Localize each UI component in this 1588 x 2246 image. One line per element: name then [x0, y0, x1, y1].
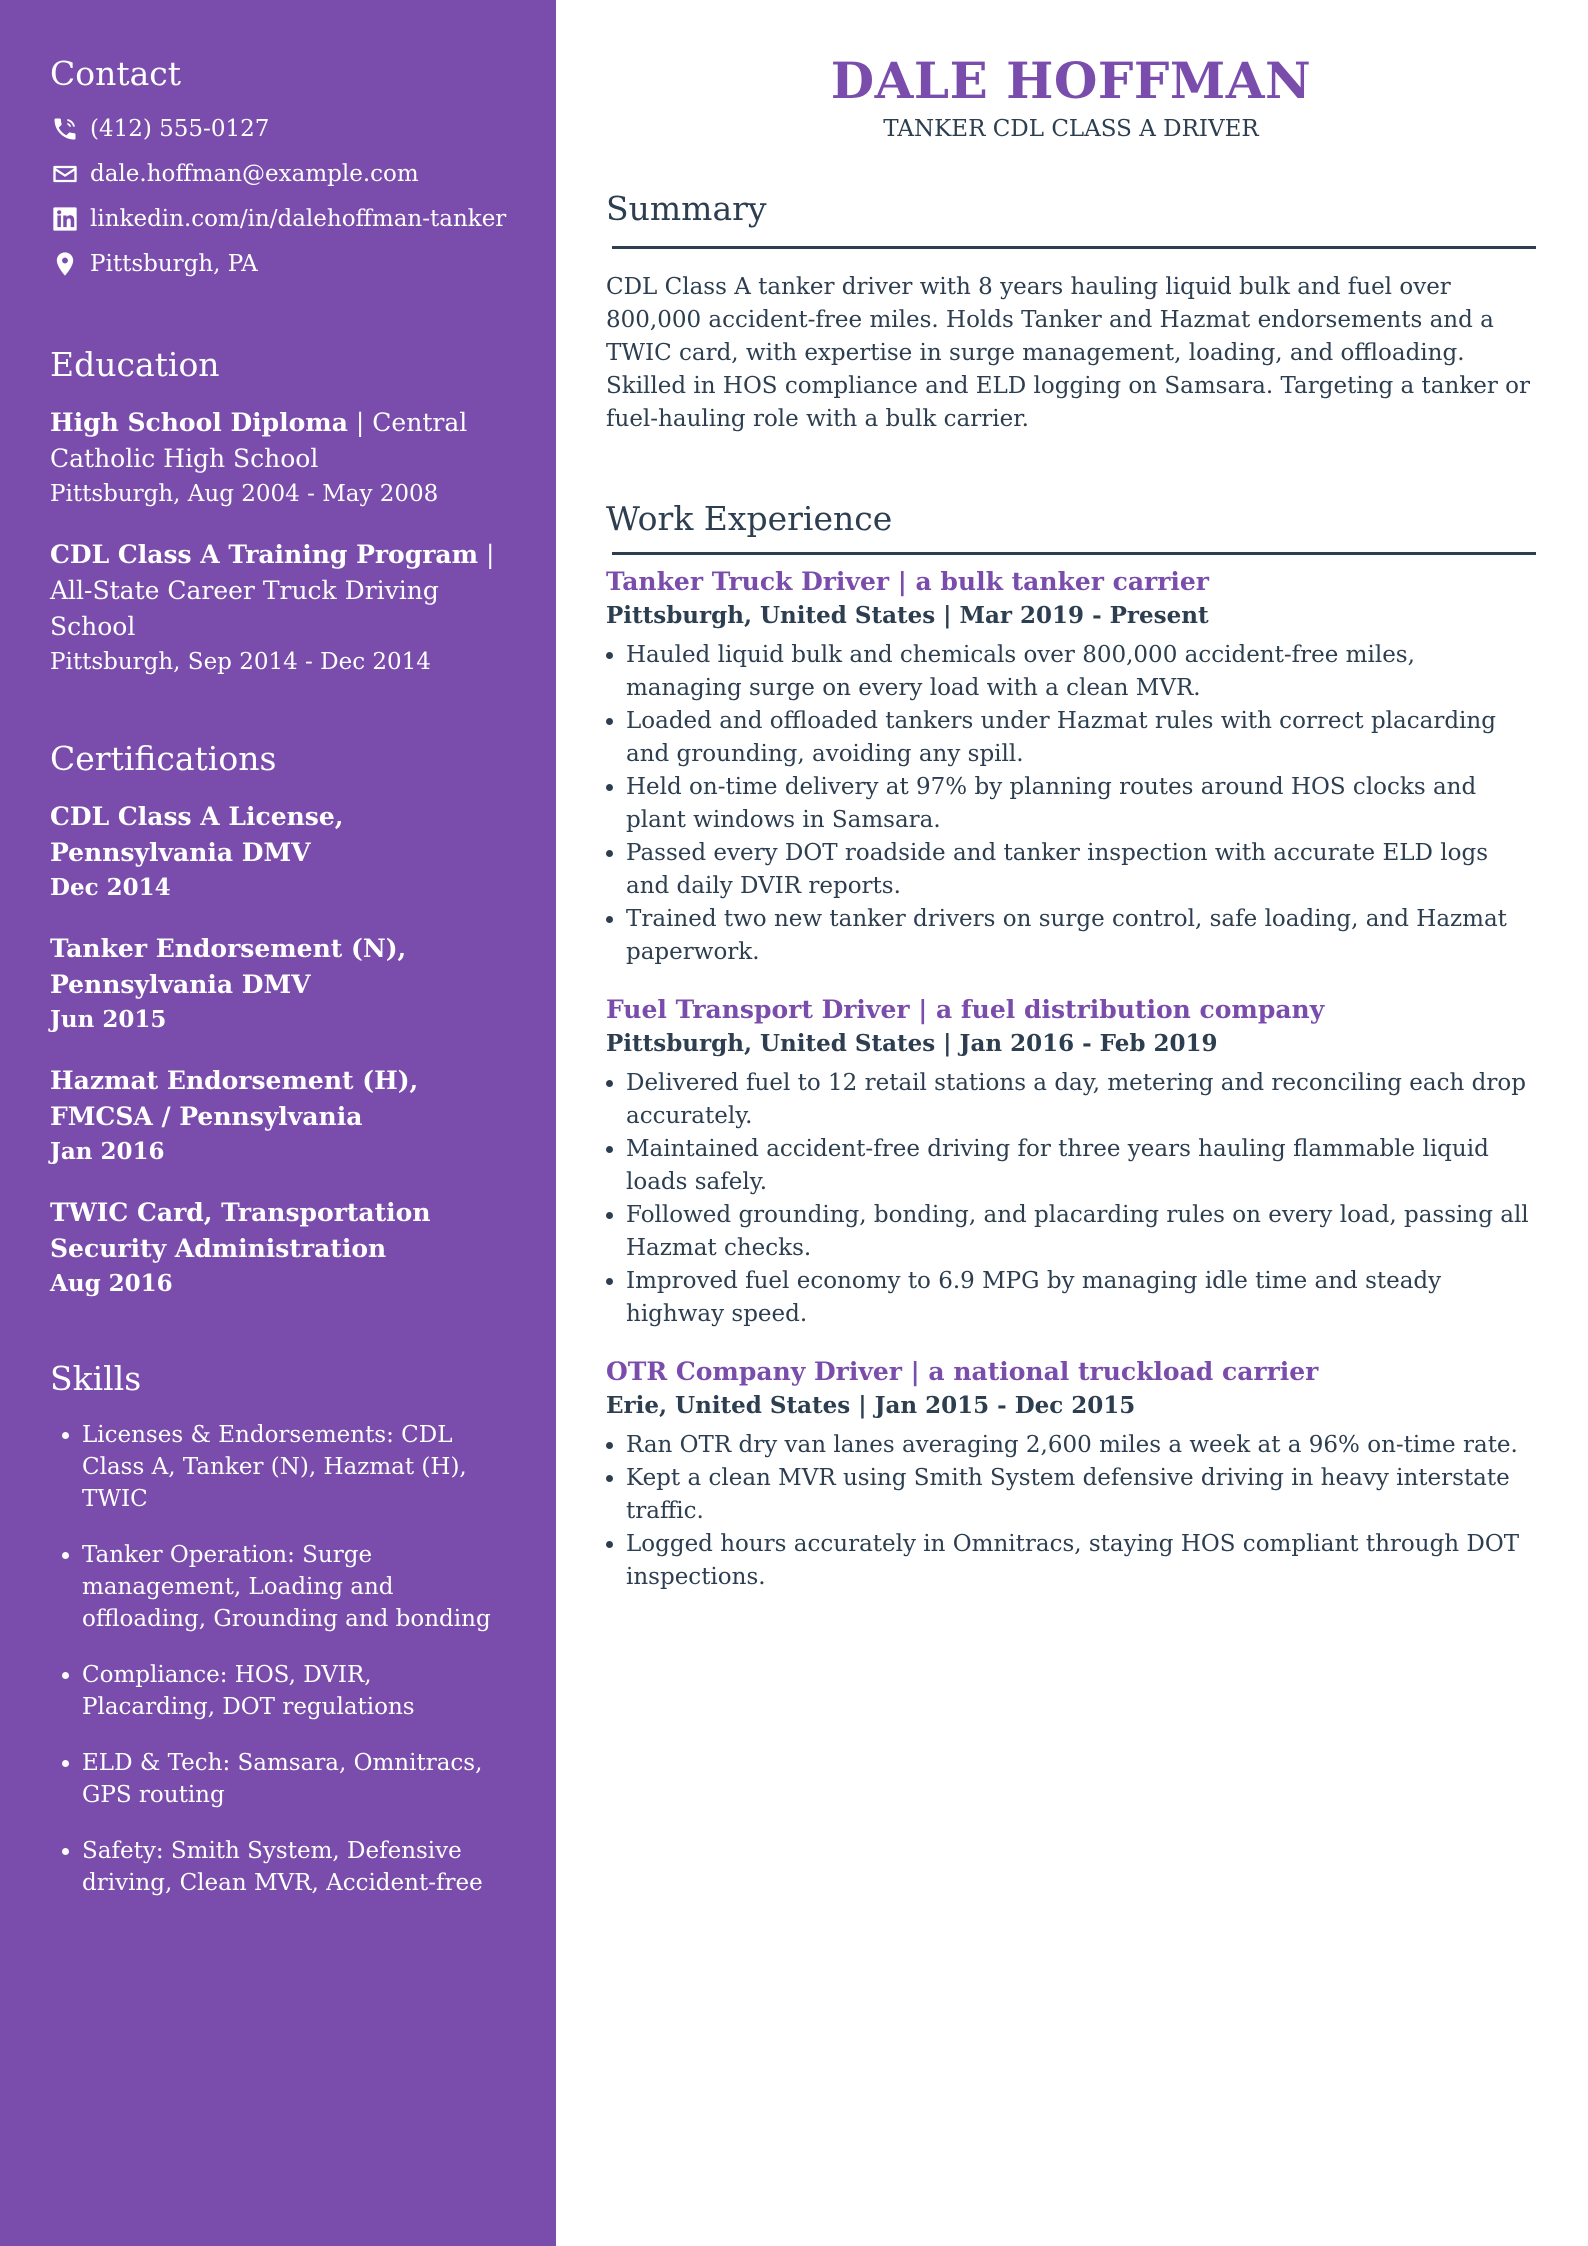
location-text: Pittsburgh, PA: [90, 251, 258, 277]
education-item: [50, 537, 508, 679]
location-pin-icon: [50, 249, 80, 279]
job-bullet: • Delivered fuel to 12 retail stations a day, metering and reconciling each drop accurately.: [626, 1067, 1536, 1133]
certification-date: Aug 2016: [50, 1270, 173, 1297]
job-title: Fuel Transport Driver | a fuel distribution company: [606, 995, 1325, 1024]
job-bullet: • Maintained accident-free driving for three years hauling flammable liquid loads safely.: [626, 1133, 1536, 1199]
job-location-dates: Pittsburgh, United States | Mar 2019 - Present: [606, 602, 1209, 629]
job-bullet: • Followed grounding, bonding, and placarding rules on every load, passing all Hazmat checks.: [626, 1199, 1536, 1265]
candidate-name: DALE HOFFMAN: [830, 51, 1312, 110]
contact-list: [50, 114, 508, 279]
email-icon: [50, 159, 80, 189]
skill-item: • ELD & Tech: Samsara, Omnitracs, GPS routing: [82, 1747, 508, 1811]
job-title: OTR Company Driver | a national truckload carrier: [606, 1357, 1319, 1386]
job-bullet: • Trained two new tanker drivers on surge control, safe loading, and Hazmat paperwork.: [626, 903, 1536, 969]
education-item: [50, 405, 508, 511]
job-location-dates: Pittsburgh, United States | Jan 2016 - Feb 2019: [606, 1030, 1218, 1057]
summary-section: [606, 186, 1536, 436]
certification-item: [50, 931, 508, 1037]
contact-location: [50, 249, 508, 279]
education-heading: Education: [50, 345, 220, 384]
education-section: [50, 343, 508, 679]
job-bullet: • Hauled liquid bulk and chemicals over 800,000 accident-free miles, managing surge on every load with a clean MVR.: [626, 639, 1536, 705]
contact-linkedin: [50, 204, 508, 234]
certification-name: Hazmat Endorsement (H), FMCSA / Pennsylvania: [50, 1066, 419, 1131]
skills-section: [50, 1357, 508, 1899]
education-separator: |: [478, 540, 495, 569]
section-divider: [612, 552, 1536, 555]
certification-date: Jun 2015: [50, 1006, 167, 1033]
contact-email: [50, 159, 508, 189]
summary-text: CDL Class A tanker driver with 8 years hauling liquid bulk and fuel over 800,000 accident-free miles. Holds Tanker and Hazmat endorsements and a TWIC card, with expertise in surge management, loading, and offloading. Skilled in HOS compliance and ELD logging on Samsara. Targeting a tanker or fuel-hauling role with a bulk carrier.: [606, 274, 1531, 432]
skills-heading: Skills: [50, 1359, 142, 1398]
job-bullet: • Held on-time delivery at 97% by planning routes around HOS clocks and plant windows in Samsara.: [626, 771, 1536, 837]
education-degree: High School Diploma: [50, 408, 348, 437]
education-separator: |: [347, 408, 373, 437]
certification-name: Tanker Endorsement (N), Pennsylvania DMV: [50, 934, 407, 999]
email-link[interactable]: dale.hoffman@example.com: [90, 161, 419, 187]
skill-item: • Safety: Smith System, Defensive driving, Clean MVR, Accident-free: [82, 1835, 508, 1899]
main-content: [556, 0, 1588, 2246]
certification-item: [50, 799, 508, 905]
section-divider: [612, 246, 1536, 249]
job-bullet: • Improved fuel economy to 6.9 MPG by managing idle time and steady highway speed.: [626, 1265, 1536, 1331]
linkedin-link[interactable]: linkedin.com/in/dalehoffman-tanker: [90, 206, 507, 232]
education-school: All-State Career Truck Driving School: [50, 576, 439, 641]
job-entry: [606, 993, 1536, 1331]
candidate-role: TANKER CDL CLASS A DRIVER: [883, 116, 1259, 142]
job-bullet: • Logged hours accurately in Omnitracs, staying HOS compliant through DOT inspections.: [626, 1528, 1536, 1594]
linkedin-icon: [50, 204, 80, 234]
certification-date: Jan 2016: [50, 1138, 165, 1165]
experience-section: [606, 496, 1536, 1594]
certification-item: [50, 1063, 508, 1169]
education-degree: CDL Class A Training Program: [50, 540, 479, 569]
contact-heading: Contact: [50, 54, 182, 93]
sidebar: [0, 0, 556, 2246]
resume-header: [606, 48, 1536, 144]
job-bullet: • Loaded and offloaded tankers under Hazmat rules with correct placarding and grounding, avoiding any spill.: [626, 705, 1536, 771]
certification-date: Dec 2014: [50, 874, 171, 901]
job-entry: [606, 1355, 1536, 1594]
job-bullets: [606, 1429, 1536, 1594]
certification-item: [50, 1195, 508, 1301]
education-location-dates: Pittsburgh, Aug 2004 - May 2008: [50, 481, 439, 507]
job-bullets: [606, 1067, 1536, 1331]
job-bullet: • Ran OTR dry van lanes averaging 2,600 miles a week at a 96% on-time rate.: [626, 1429, 1536, 1462]
summary-heading: Summary: [606, 189, 767, 228]
certifications-heading: Certifications: [50, 739, 277, 778]
job-location-dates: Erie, United States | Jan 2015 - Dec 2015: [606, 1392, 1136, 1419]
job-bullet: • Kept a clean MVR using Smith System defensive driving in heavy interstate traffic.: [626, 1462, 1536, 1528]
skills-list: [50, 1419, 508, 1899]
skill-item: • Tanker Operation: Surge management, Loading and offloading, Grounding and bonding: [82, 1539, 508, 1635]
education-location-dates: Pittsburgh, Sep 2014 - Dec 2014: [50, 649, 431, 675]
certifications-section: [50, 737, 508, 1301]
job-entry: [606, 565, 1536, 969]
experience-heading: Work Experience: [606, 499, 893, 538]
job-bullet: • Passed every DOT roadside and tanker inspection with accurate ELD logs and daily DVIR reports.: [626, 837, 1536, 903]
contact-phone: [50, 114, 508, 144]
certification-name: TWIC Card, Transportation Security Administration: [50, 1198, 431, 1263]
certification-name: CDL Class A License, Pennsylvania DMV: [50, 802, 344, 867]
phone-icon: [50, 114, 80, 144]
phone-text[interactable]: (412) 555-0127: [90, 116, 270, 142]
job-bullets: [606, 639, 1536, 969]
job-title: Tanker Truck Driver | a bulk tanker carrier: [606, 567, 1209, 596]
education-school: Central Catholic High School: [50, 408, 468, 473]
skill-item: • Licenses & Endorsements: CDL Class A, Tanker (N), Hazmat (H), TWIC: [82, 1419, 508, 1515]
skill-item: • Compliance: HOS, DVIR, Placarding, DOT regulations: [82, 1659, 508, 1723]
